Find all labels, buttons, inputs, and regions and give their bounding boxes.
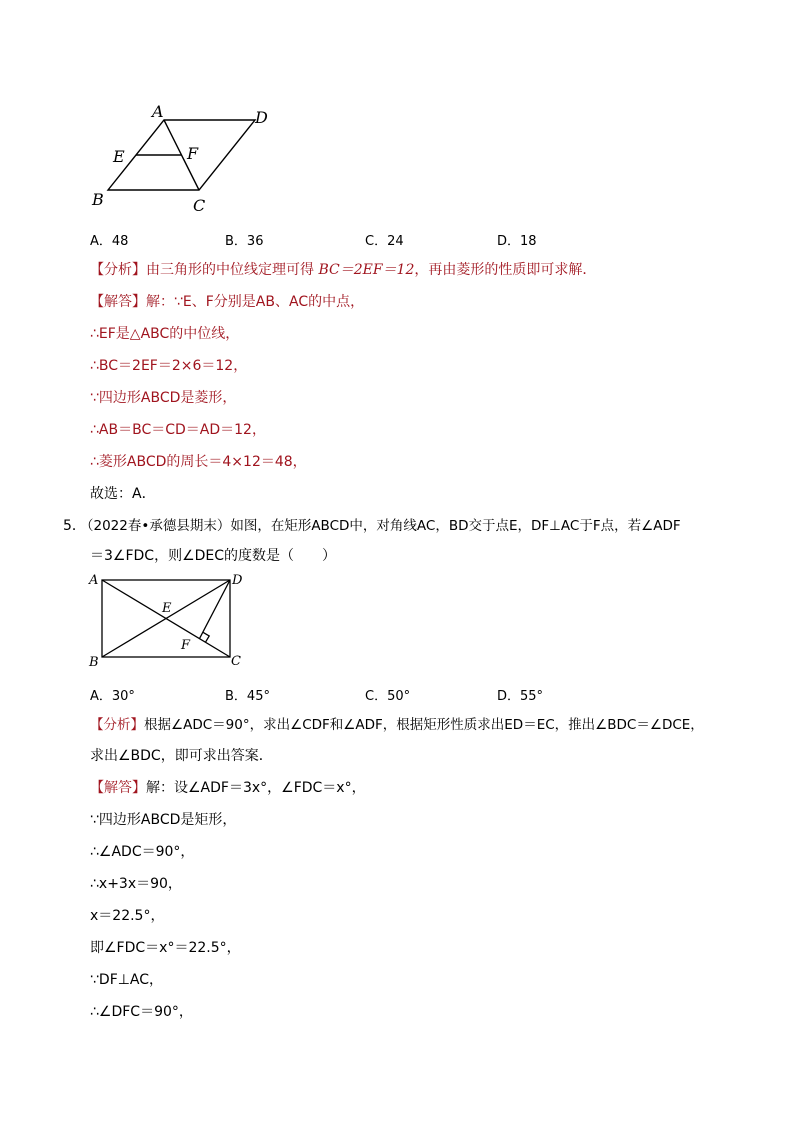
q4-step: ∴BC＝2EF＝2×6＝12， [90, 358, 248, 374]
q5-analysis-line2: 求出∠BDC，即可求出答案． [90, 748, 273, 764]
label-c: C [231, 654, 241, 669]
q5-option-d: D．55° [497, 689, 544, 704]
answer-tag: 【解答】 [90, 294, 146, 310]
analysis-math: BC＝2EF＝12 [318, 262, 415, 278]
answer-tag: 【解答】 [90, 780, 146, 796]
label-d: D [255, 108, 268, 127]
q4-option-c: C．24 [365, 234, 404, 249]
q5-step: ∴∠ADC＝90°， [90, 844, 195, 860]
analysis-text: 根据∠ADC＝90°，求出∠CDF和∠ADF，根据矩形性质求出ED＝EC，推出∠BDC＝∠DCE， [144, 717, 704, 733]
label-a: A [152, 102, 164, 121]
q5-option-b: B．45° [225, 689, 270, 704]
q4-option-a: A．48 [90, 234, 129, 249]
q4-analysis [90, 259, 596, 281]
q4-conclusion: 故选：A． [90, 486, 156, 502]
analysis-tag: 【分析】 [90, 262, 146, 278]
label-f: F [187, 144, 199, 163]
q5-step: ∴x+3x＝90， [90, 876, 182, 892]
label-a: A [89, 573, 99, 588]
q5-stem-line1: （2022春•承德县期末）如图，在矩形ABCD中，对角线AC，BD交于点E，DF⊥AC于F点，若∠ADF [80, 518, 681, 534]
q4-step: ∴菱形ABCD的周长＝4×12＝48， [90, 454, 307, 470]
analysis-text: 由三角形的中位线定理可得 [146, 262, 319, 278]
q5-option-c: C．50° [365, 689, 411, 704]
q5-answer-line [90, 777, 366, 799]
q5-step: ∴∠DFC＝90°， [90, 1004, 193, 1020]
analysis-tag: 【分析】 [90, 717, 144, 733]
q5-step: ∵四边形ABCD是矩形， [90, 812, 237, 828]
rectangle-figure [86, 570, 256, 670]
q5-step: ∵DF⊥AC， [90, 972, 164, 988]
q4-step: 解：∵E、F分别是AB、AC的中点， [146, 294, 365, 310]
label-e: E [162, 601, 172, 616]
label-c: C [193, 196, 206, 215]
label-f: F [181, 638, 191, 653]
q5-step: 解：设∠ADF＝3x°，∠FDC＝x°， [146, 780, 366, 796]
q5-step: 即∠FDC＝x°＝22.5°， [90, 940, 241, 956]
q5-number: 5． [63, 518, 86, 534]
q4-option-b: B．36 [225, 234, 264, 249]
q4-step: ∴EF是△ABC的中位线， [90, 326, 240, 342]
analysis-text-end: ，再由菱形的性质即可求解． [414, 262, 597, 278]
q4-step: ∴AB＝BC＝CD＝AD＝12， [90, 422, 266, 438]
q5-step: x＝22.5°， [90, 908, 165, 924]
rhombus-figure [80, 98, 280, 218]
q5-analysis [90, 714, 704, 736]
label-b: B [92, 190, 104, 209]
label-b: B [89, 655, 99, 670]
q4-option-d: D．18 [497, 234, 537, 249]
q4-answer-line [90, 291, 364, 313]
label-d: D [232, 573, 243, 588]
q5-stem-line2: ＝3∠FDC，则∠DEC的度数是（ ） [90, 548, 337, 564]
q4-step: ∵四边形ABCD是菱形， [90, 390, 237, 406]
q5-option-a: A．30° [90, 689, 135, 704]
label-e: E [113, 147, 125, 166]
